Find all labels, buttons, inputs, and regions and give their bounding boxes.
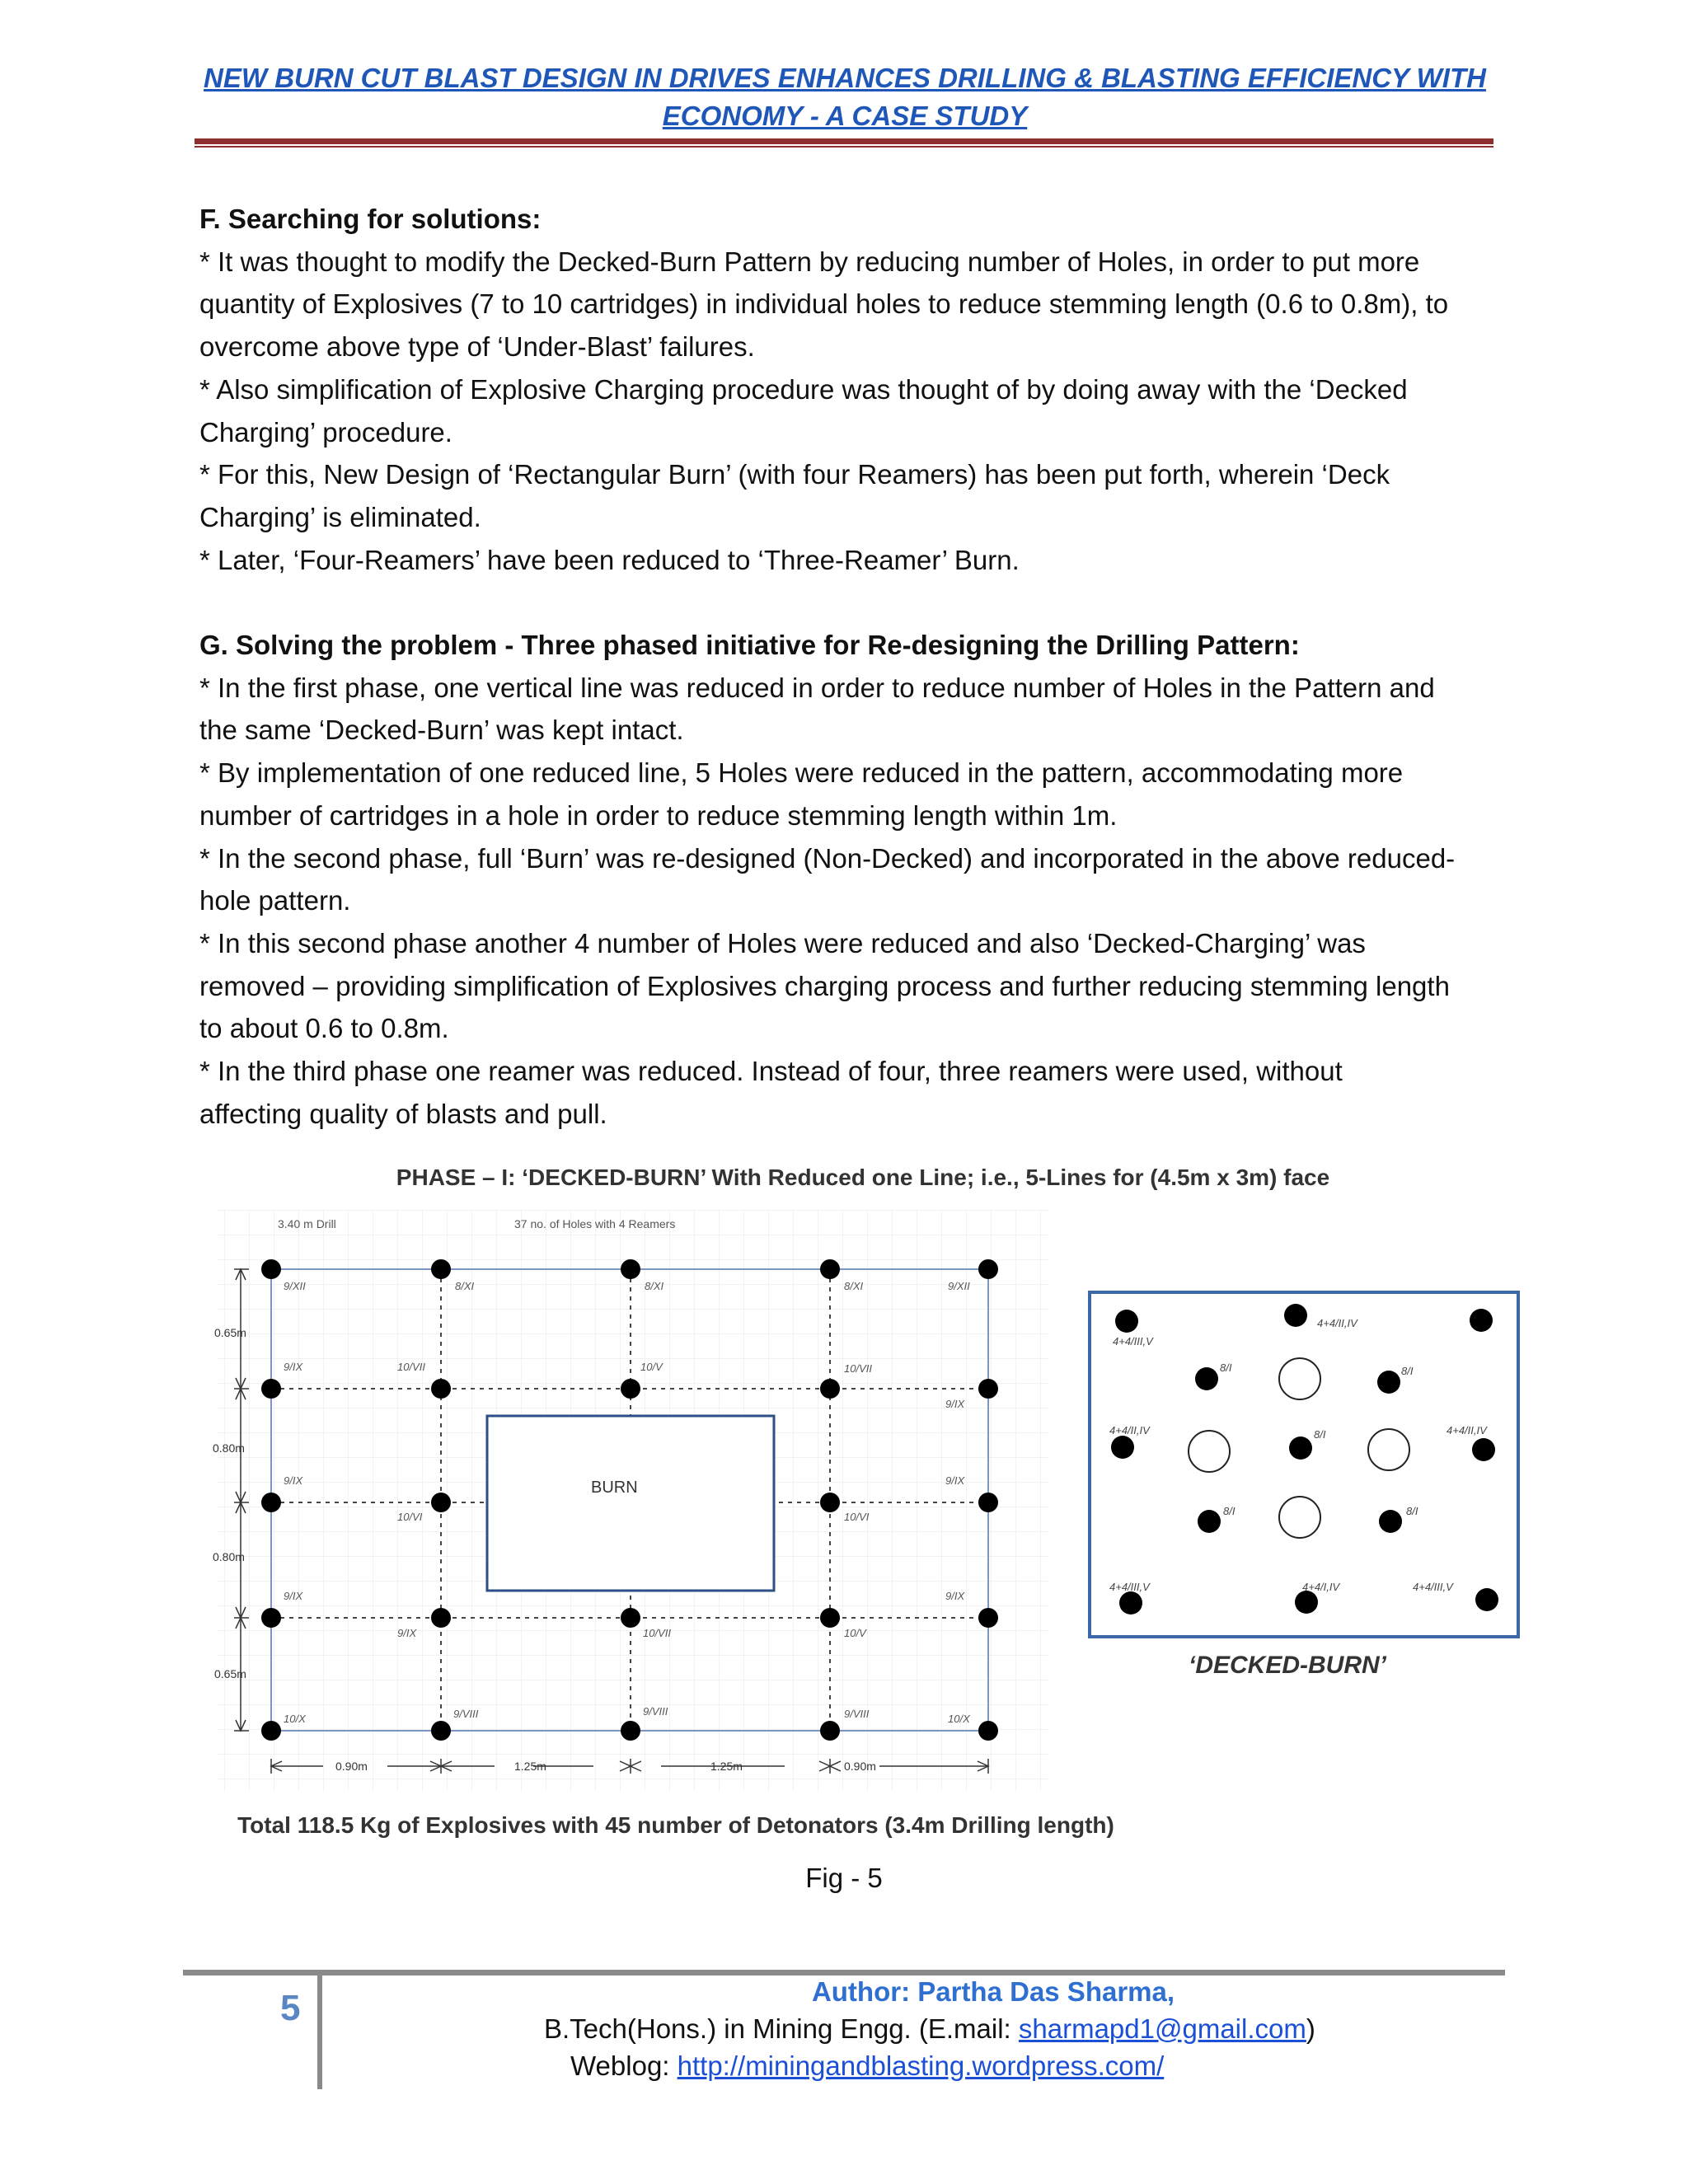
column-spacing-label: 0.90m xyxy=(335,1760,368,1773)
hole-label: 9/XII xyxy=(284,1280,306,1292)
hole-label: 9/IX xyxy=(284,1590,303,1602)
blast-hole xyxy=(978,1259,998,1279)
email-link[interactable]: sharmapd1@gmail.com xyxy=(1018,2013,1306,2044)
decked-hole xyxy=(1198,1510,1221,1533)
section-g-line: removed – providing simplification of Explosives charging process and further reducing stemming length xyxy=(199,970,1450,1001)
header-rule-thin xyxy=(195,146,1493,148)
decked-label: 4+4/I,IV xyxy=(1302,1581,1340,1593)
section-g-line: hole pattern. xyxy=(199,885,351,916)
running-header xyxy=(198,59,1492,135)
decked-label: 8/I xyxy=(1223,1505,1236,1517)
column-spacing-label: 1.25m xyxy=(710,1760,743,1773)
section-f-line: * Later, ‘Four-Reamers’ have been reduced to ‘Three-Reamer’ Burn. xyxy=(199,544,1020,575)
phase1-figure xyxy=(199,1136,1526,1861)
blast-hole xyxy=(978,1493,998,1512)
footer-credentials xyxy=(544,2013,1315,2045)
hole-label: 10/X xyxy=(284,1713,306,1725)
decked-hole xyxy=(1289,1436,1312,1460)
blast-hole xyxy=(261,1608,281,1628)
hole-label: 8/XI xyxy=(844,1280,864,1292)
decked-label: 4+4/II,IV xyxy=(1447,1424,1487,1436)
page-number: 5 xyxy=(280,1988,301,2028)
hole-label: 10/VI xyxy=(397,1511,423,1523)
hole-label: 10/X xyxy=(948,1713,970,1725)
hole-label: 9/VIII xyxy=(643,1705,668,1718)
blast-hole xyxy=(820,1379,840,1399)
blast-hole xyxy=(621,1259,640,1279)
blast-hole xyxy=(621,1379,640,1399)
decked-burn-caption: ‘DECKED-BURN’ xyxy=(1189,1652,1386,1679)
footer-author: Author: Partha Das Sharma, xyxy=(811,1976,1175,2007)
row-spacing-label: 0.65m xyxy=(214,1326,246,1339)
section-g-line: * In the second phase, full ‘Burn’ was re-designed (Non-Decked) and incorporated in the above reduced- xyxy=(199,842,1456,874)
section-g-line: the same ‘Decked-Burn’ was kept intact. xyxy=(199,715,684,746)
decked-label: 4+4/II,IV xyxy=(1317,1317,1357,1329)
section-g-heading: G. Solving the problem - Three phased initiative for Re-designing the Drilling Pattern: xyxy=(199,630,1300,661)
section-f-line: * Also simplification of Explosive Charging procedure was thought of by doing away with the ‘Decked xyxy=(199,373,1408,405)
hole-label: 9/IX xyxy=(397,1627,417,1639)
decked-hole xyxy=(1470,1309,1493,1332)
section-g-line: * In this second phase another 4 number of Holes were reduced and also ‘Decked-Charging’ was xyxy=(199,927,1366,958)
blast-hole xyxy=(820,1493,840,1512)
section-f-line: * It was thought to modify the Decked-Burn Pattern by reducing number of Holes, in order to put more xyxy=(199,246,1420,277)
blast-hole xyxy=(978,1721,998,1741)
hole-label: 8/XI xyxy=(645,1280,664,1292)
decked-hole xyxy=(1472,1438,1495,1461)
reamer-hole xyxy=(1189,1431,1230,1472)
blast-hole xyxy=(431,1493,451,1512)
holes-label: 37 no. of Holes with 4 Reamers xyxy=(514,1217,676,1230)
blast-hole xyxy=(820,1608,840,1628)
section-f-line: quantity of Explosives (7 to 10 cartridges) in individual holes to reduce stemming length (0.6 to 0.8m), to xyxy=(199,288,1449,320)
section-g-line: * By implementation of one reduced line, 5 Holes were reduced in the pattern, accommodating more xyxy=(199,757,1404,789)
blast-hole xyxy=(621,1721,640,1741)
decked-hole xyxy=(1195,1367,1218,1390)
hole-label: 9/VIII xyxy=(453,1708,479,1720)
decked-label: 8/I xyxy=(1314,1428,1326,1441)
row-spacing-label: 0.80m xyxy=(213,1550,245,1563)
column-spacing-label: 0.90m xyxy=(844,1760,876,1773)
blast-hole xyxy=(820,1721,840,1741)
section-g-line: to about 0.6 to 0.8m. xyxy=(199,1013,449,1044)
hole-label: 9/IX xyxy=(284,1474,303,1487)
hole-label: 10/VI xyxy=(844,1511,870,1523)
blast-hole xyxy=(431,1721,451,1741)
blast-hole xyxy=(978,1608,998,1628)
header-title-line2: ECONOMY - A CASE STUDY xyxy=(662,101,1028,131)
footer-credentials-close: ) xyxy=(1306,2013,1315,2044)
decked-hole xyxy=(1295,1591,1318,1614)
drill-label: 3.40 m Drill xyxy=(278,1217,336,1230)
hole-label: 9/IX xyxy=(284,1361,303,1373)
section-f-heading: F. Searching for solutions: xyxy=(199,204,542,234)
section-g-line: * In the third phase one reamer was reduced. Instead of four, three reamers were used, without xyxy=(199,1056,1343,1087)
body-text xyxy=(199,198,1502,1135)
section-g-line: affecting quality of blasts and pull. xyxy=(199,1098,607,1129)
row-spacing-label: 0.65m xyxy=(214,1667,246,1680)
decked-label: 8/I xyxy=(1406,1505,1418,1517)
burn-area xyxy=(487,1416,774,1591)
blast-hole xyxy=(261,1379,281,1399)
blast-hole xyxy=(261,1259,281,1279)
section-f-line: overcome above type of ‘Under-Blast’ failures. xyxy=(199,331,755,363)
blast-hole xyxy=(820,1259,840,1279)
decked-label: 8/I xyxy=(1220,1361,1232,1374)
hole-label: 9/XII xyxy=(948,1280,970,1292)
decked-hole xyxy=(1377,1371,1400,1394)
header-rule xyxy=(195,138,1493,144)
hole-label: 9/IX xyxy=(945,1590,965,1602)
blast-hole xyxy=(431,1259,451,1279)
decked-hole xyxy=(1115,1310,1138,1333)
decked-label: 8/I xyxy=(1401,1365,1414,1377)
hole-label: 10/VII xyxy=(844,1362,872,1375)
blast-hole xyxy=(261,1493,281,1512)
hole-label: 10/VII xyxy=(397,1361,425,1373)
hole-label: 9/IX xyxy=(945,1474,965,1487)
decked-label: 4+4/III,V xyxy=(1109,1581,1150,1593)
decked-label: 4+4/III,V xyxy=(1113,1335,1153,1347)
figure-title: PHASE – I: ‘DECKED-BURN’ With Reduced one Line; i.e., 5-Lines for (4.5m x 3m) face xyxy=(396,1165,1330,1190)
blast-hole xyxy=(978,1379,998,1399)
hole-label: 10/V xyxy=(640,1361,663,1373)
reamer-hole xyxy=(1279,1497,1320,1538)
hole-label: 9/VIII xyxy=(844,1708,870,1720)
blast-hole xyxy=(621,1608,640,1628)
row-spacing-label: 0.80m xyxy=(213,1441,245,1455)
decked-hole xyxy=(1284,1304,1307,1327)
header-title-line1: NEW BURN CUT BLAST DESIGN IN DRIVES ENHANCES DRILLING & BLASTING EFFICIENCY WITH xyxy=(204,63,1486,93)
decked-hole xyxy=(1111,1436,1134,1459)
column-spacing-label: 1.25m xyxy=(514,1760,546,1773)
figure-caption: Fig - 5 xyxy=(805,1863,883,1893)
reamer-hole xyxy=(1279,1358,1320,1399)
hole-label: 10/V xyxy=(844,1627,866,1639)
reamer-hole xyxy=(1368,1429,1409,1470)
hole-label: 9/IX xyxy=(945,1398,965,1410)
decked-hole xyxy=(1379,1510,1402,1533)
section-f-line: Charging’ procedure. xyxy=(199,416,452,448)
hole-label: 10/VII xyxy=(643,1627,671,1639)
blast-hole xyxy=(431,1379,451,1399)
blast-hole xyxy=(431,1608,451,1628)
footer-weblog xyxy=(570,2050,1164,2082)
decked-label: 4+4/III,V xyxy=(1413,1581,1453,1593)
hole-label: 8/XI xyxy=(455,1280,475,1292)
decked-hole xyxy=(1475,1588,1498,1611)
footer-rule xyxy=(183,1970,1505,1975)
section-f-line: Charging’ is eliminated. xyxy=(199,501,481,532)
weblog-link[interactable]: http://miningandblasting.wordpress.com/ xyxy=(677,2050,1165,2081)
blast-hole xyxy=(261,1721,281,1741)
burn-label: BURN xyxy=(591,1479,638,1497)
decked-hole xyxy=(1119,1591,1142,1615)
section-f-line: * For this, New Design of ‘Rectangular Burn’ (with four Reamers) has been put forth, wherein ‘Deck xyxy=(199,459,1390,490)
decked-label: 4+4/II,IV xyxy=(1109,1424,1150,1436)
footer-credentials-text: B.Tech(Hons.) in Mining Engg. (E.mail: xyxy=(544,2013,1019,2044)
section-g-line: number of cartridges in a hole in order to reduce stemming length within 1m. xyxy=(199,799,1118,831)
explosives-total-caption: Total 118.5 Kg of Explosives with 45 number of Detonators (3.4m Drilling length) xyxy=(237,1812,1114,1838)
section-g-line: * In the first phase, one vertical line was reduced in order to reduce number of Holes in the Pattern and xyxy=(199,672,1435,703)
footer-weblog-label: Weblog: xyxy=(570,2050,678,2081)
